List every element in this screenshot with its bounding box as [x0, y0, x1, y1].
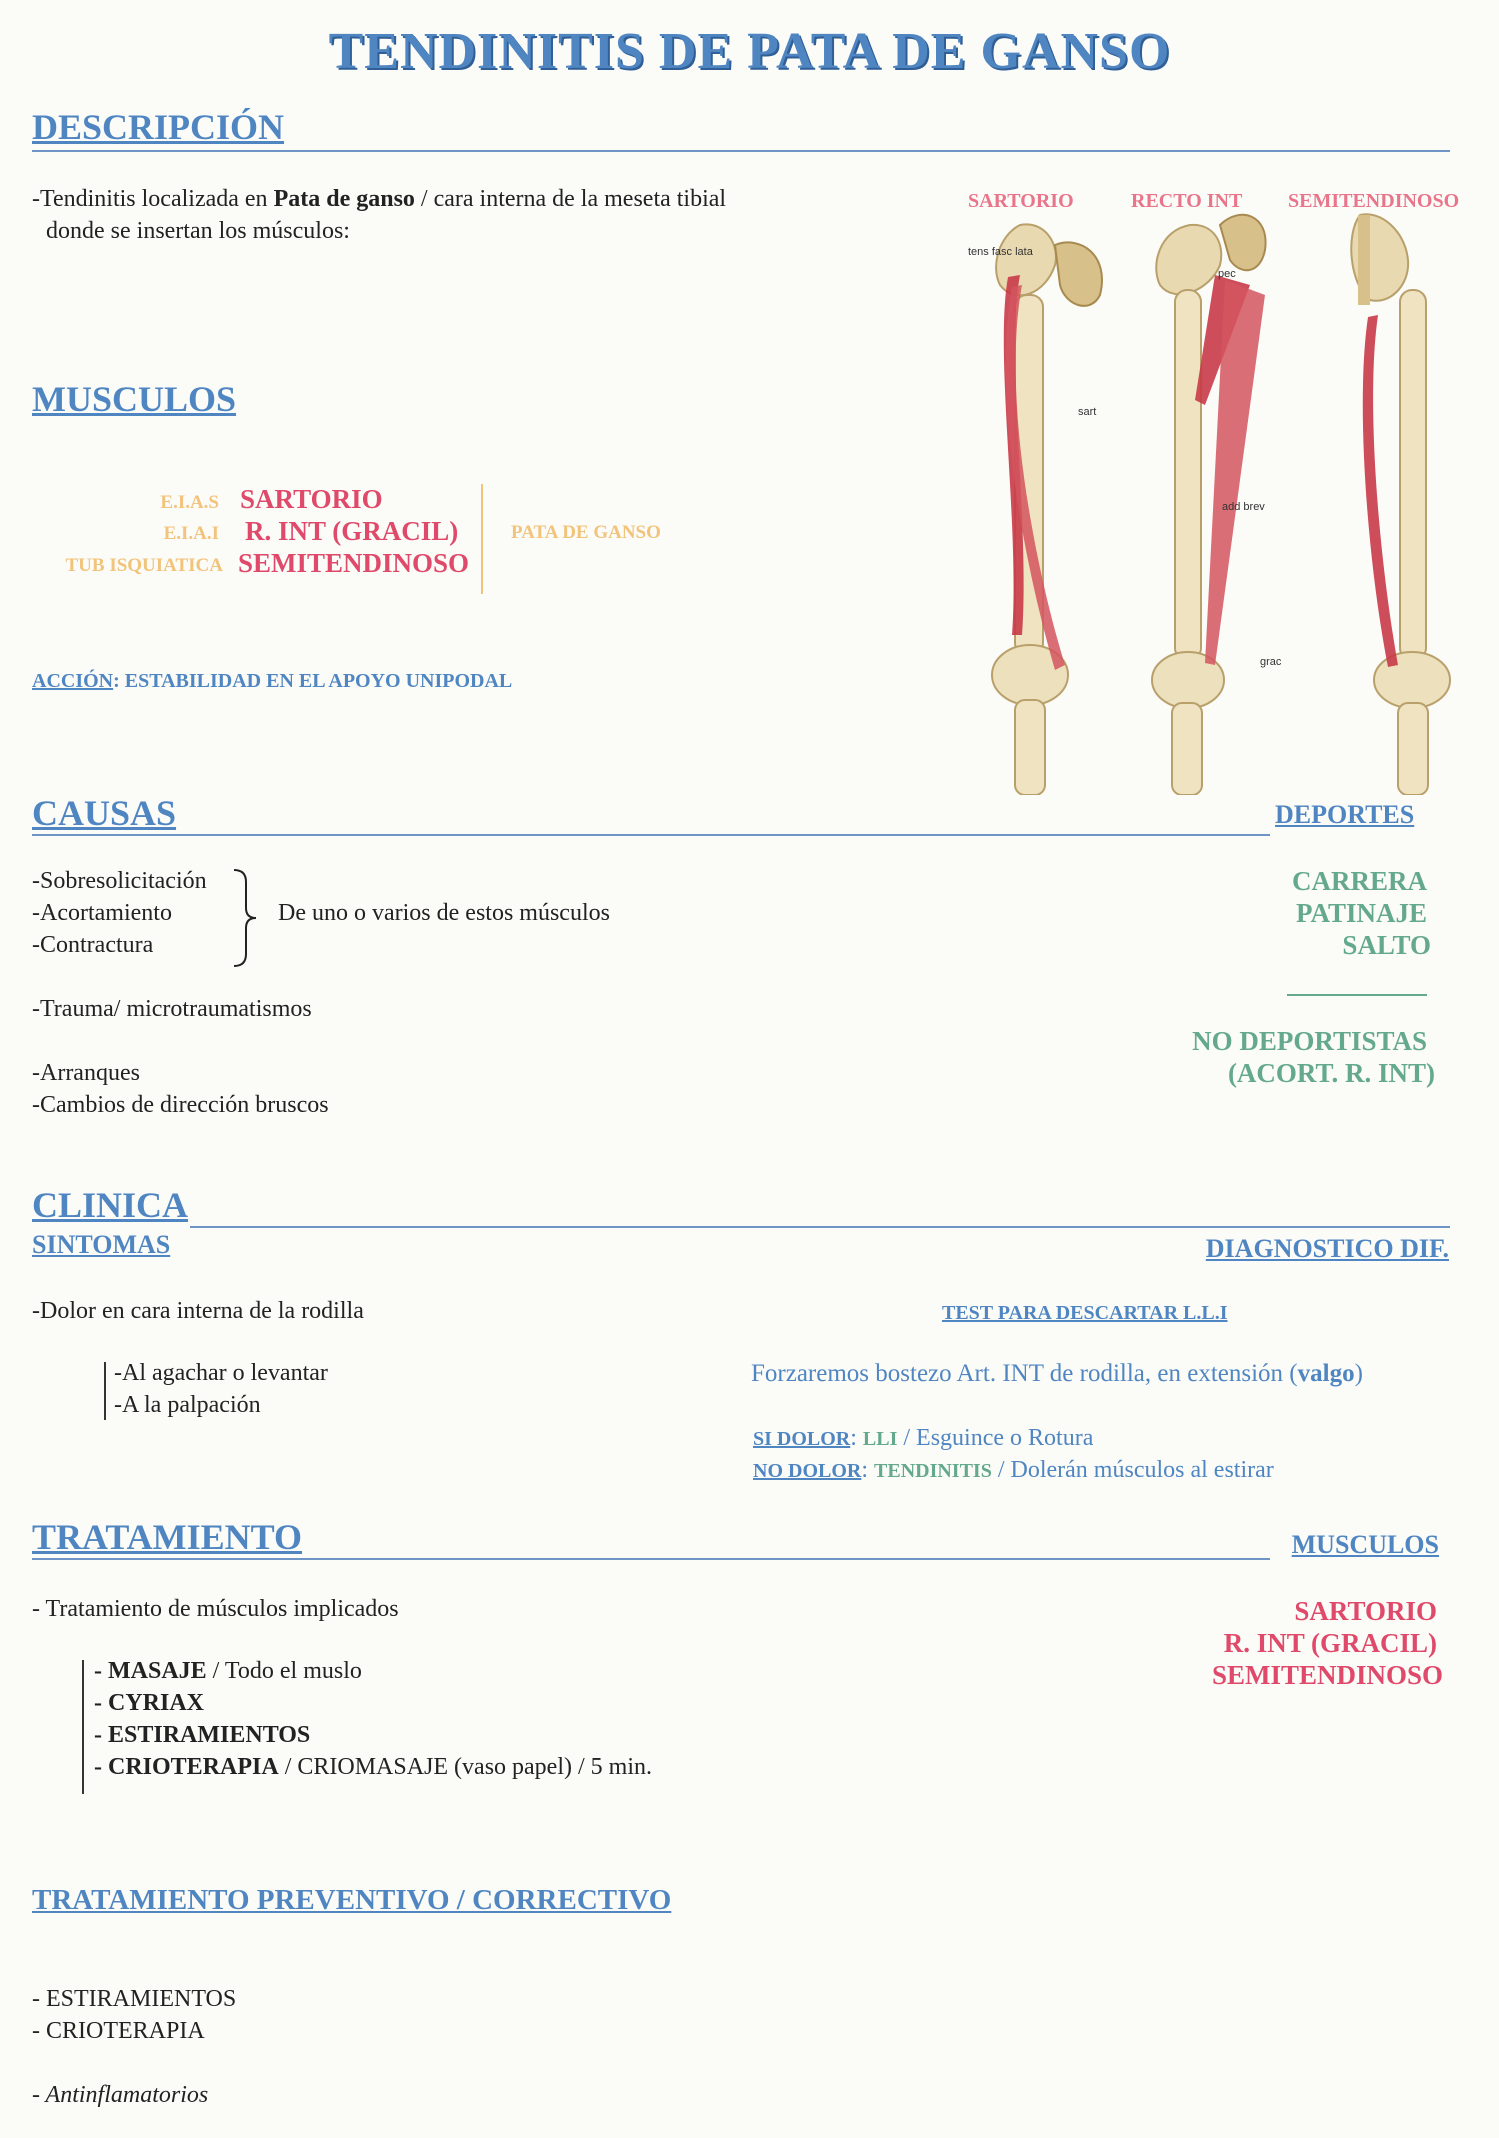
si-dolor-line: SI DOLOR: LLI / Esguince o Rotura — [753, 1425, 1094, 1451]
no-dolor-line: NO DOLOR: TENDINITIS / Dolerán músculos al estirar — [753, 1457, 1274, 1483]
tratamiento-estiramientos: - ESTIRAMIENTOS — [94, 1722, 311, 1748]
sintoma-dolor: -Dolor en cara interna de la rodilla — [32, 1298, 364, 1324]
sartorio-panel — [992, 224, 1102, 795]
heading-tratamiento: TRATAMIENTO — [32, 1517, 303, 1557]
origin-tub-isquiatica: TUB ISQUIATICA — [65, 555, 223, 576]
causa-acortamiento: -Acortamiento — [32, 900, 172, 926]
deporte-patinaje: PATINAJE — [1295, 898, 1427, 928]
preventivo-antinflamatorios: - Antinflamatorios — [32, 2082, 209, 2108]
heading-causas: CAUSAS — [32, 793, 177, 833]
figure-annotation-pec: pec — [1218, 268, 1236, 280]
group-pata-de-ganso: PATA DE GANSO — [511, 522, 661, 543]
causa-sobresolicitacion: -Sobresolicitación — [32, 868, 207, 894]
causa-trauma: -Trauma/ microtraumatismos — [32, 996, 312, 1022]
group-bracket — [481, 484, 483, 594]
descripcion-line-2: donde se insertan los músculos: — [46, 218, 350, 244]
heading-diagnostico: DIAGNOSTICO DIF. — [1205, 1234, 1449, 1263]
trat-muscle-sartorio: SARTORIO — [1294, 1596, 1437, 1626]
causa-contractura: -Contractura — [32, 932, 154, 958]
sintoma-bracket — [104, 1362, 106, 1420]
figure-annotation-add: add brev — [1222, 501, 1265, 513]
figure-annotation-grac: grac — [1260, 656, 1282, 668]
figure-annotation-tens: tens fasc lata — [968, 246, 1033, 258]
tratamiento-bracket — [82, 1660, 84, 1794]
causa-arranques: -Arranques — [32, 1060, 140, 1086]
origin-eias: E.I.A.S — [160, 492, 219, 513]
page-title: TENDINITIS DE PATA DE GANSO — [328, 23, 1171, 80]
muscle-sartorio: SARTORIO — [240, 484, 383, 514]
rule-descripcion — [32, 150, 1450, 152]
accion-line: ACCIÓN: ESTABILIDAD EN EL APOYO UNIPODAL — [32, 670, 513, 692]
heading-sintomas: SINTOMAS — [32, 1230, 171, 1259]
muscle-semitendinoso: SEMITENDINOSO — [238, 548, 470, 578]
trat-muscle-recto-int: R. INT (GRACIL) — [1223, 1628, 1437, 1658]
brace-icon — [230, 868, 260, 968]
deportes-divider — [1287, 994, 1427, 996]
no-deportistas: NO DEPORTISTAS — [1192, 1026, 1427, 1056]
heading-descripcion: DESCRIPCIÓN — [32, 107, 285, 147]
figure-label-sartorio: SARTORIO — [968, 190, 1074, 212]
figure-annotation-sart: sart — [1078, 406, 1097, 418]
test-heading: TEST PARA DESCARTAR L.L.I — [942, 1302, 1228, 1324]
rule-clinica — [190, 1226, 1450, 1228]
tratamiento-masaje: - MASAJE / Todo el muslo — [94, 1658, 362, 1684]
rule-tratamiento — [32, 1558, 1270, 1560]
figure-label-recto-int: RECTO INT — [1131, 190, 1243, 212]
origin-eiai: E.I.A.I — [163, 523, 219, 544]
causa-group-label: De uno o varios de estos músculos — [278, 900, 610, 926]
heading-deportes: DEPORTES — [1275, 800, 1415, 829]
figure-label-semitendinoso: SEMITENDINOSO — [1288, 190, 1460, 212]
tratamiento-cyriax: - CYRIAX — [94, 1690, 204, 1716]
tratamiento-crioterapia: - CRIOTERAPIA / CRIOMASAJE (vaso papel) / 5 min. — [94, 1754, 652, 1780]
preventivo-estiramientos: - ESTIRAMIENTOS — [32, 1986, 237, 2012]
semitendinoso-panel — [1351, 214, 1450, 795]
deporte-salto: SALTO — [1342, 930, 1431, 960]
sintoma-agachar: -Al agachar o levantar — [114, 1360, 328, 1386]
sintoma-palpacion: -A la palpación — [114, 1392, 261, 1418]
no-deportistas-note: (ACORT. R. INT) — [1227, 1058, 1435, 1088]
deporte-carrera: CARRERA — [1292, 866, 1427, 896]
trat-muscle-semitendinoso: SEMITENDINOSO — [1211, 1660, 1443, 1690]
heading-clinica: CLINICA — [32, 1185, 189, 1225]
heading-tratamiento-musculos: MUSCULOS — [1291, 1530, 1439, 1559]
tratamiento-intro: - Tratamiento de músculos implicados — [32, 1596, 399, 1622]
heading-musculos: MUSCULOS — [32, 379, 237, 419]
muscle-recto-int: R. INT (GRACIL) — [245, 516, 459, 546]
rule-causas — [32, 834, 1270, 836]
causa-cambios-direccion: -Cambios de dirección bruscos — [32, 1092, 329, 1118]
preventivo-crioterapia: - CRIOTERAPIA — [32, 2018, 205, 2044]
anatomy-illustration — [960, 205, 1480, 795]
test-text: Forzaremos bostezo Art. INT de rodilla, en extensión (valgo) — [751, 1360, 1363, 1387]
descripcion-line-1: -Tendinitis localizada en Pata de ganso / cara interna de la meseta tibial — [32, 186, 727, 212]
heading-preventivo: TRATAMIENTO PREVENTIVO / CORRECTIVO — [32, 1884, 672, 1916]
